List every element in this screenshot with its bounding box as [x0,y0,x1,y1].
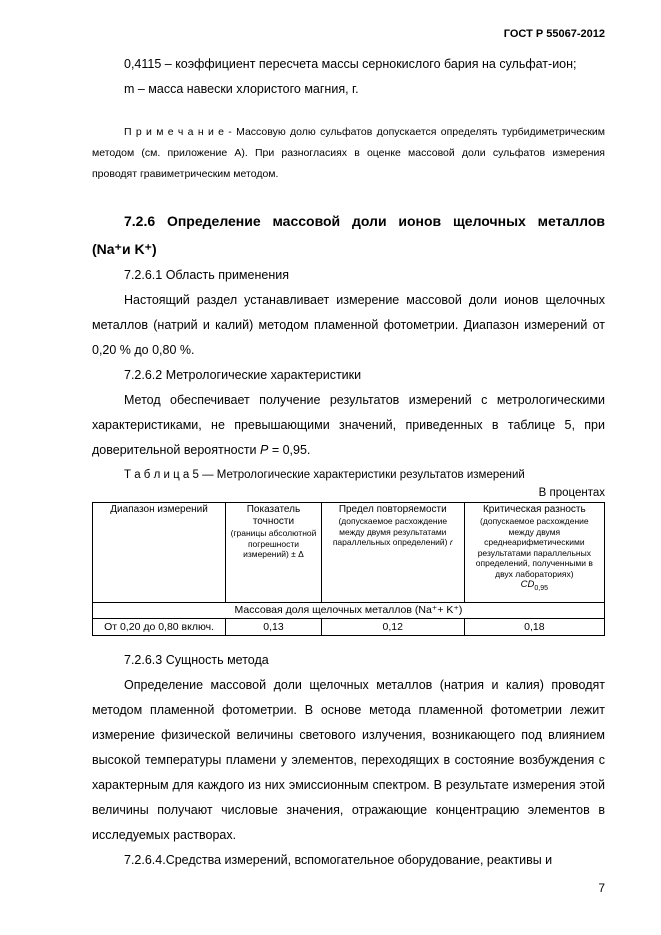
table-header-range [93,503,226,603]
table-units-note: В процентах [538,487,605,499]
cell-repeatability: 0,12 [321,619,464,636]
critical-difference-symbol [468,579,601,595]
section-heading-line2: (Na⁺и K⁺) [92,241,157,257]
paragraph-metrology [92,388,605,463]
table-header-repeatability-detail-text: (допускаемое расхождение между двумя результатами параллельных определений) [332,516,450,547]
cell-range: От 0,20 до 0,80 включ. [93,619,226,636]
paragraph-scope: Настоящий раздел устанавливает измерение массовой доли ионов щелочных металлов (натрий и калий) методом пламенной фотометрии. Диапазон измерений от 0,20 % до 0,80 %. [92,293,605,357]
definition-line-1: 0,4115 – коэффициент пересчета массы сернокислого бария на сульфат-ион; [124,57,577,71]
subsection-title-scope: 7.2.6.1 Область применения [124,268,289,282]
table-header-repeatability-detail [325,516,461,548]
metrology-table [92,502,605,636]
table-header-row [93,503,605,603]
table-header-repeatability-label: Предел повторяемости [338,504,447,515]
subsection-title-equipment: 7.2.6.4.Средства измерений, вспомогательное оборудование, реактивы и [124,853,553,867]
paragraph-metrology-text: Метод обеспечивает получение результатов измерений с метрологическими характеристиками, не превышающими значений, приведенных в таблице 5, при доверительной вероятности [92,393,605,457]
table-caption: Т а б л и ц а 5 — Метрологические характеристики результатов измерений [124,469,525,481]
table-header-repeatability [321,503,464,603]
table-header-accuracy-detail: (границы абсолютной погрешности измерений) ± Δ [230,528,317,559]
definition-line-2: m – масса навески хлористого магния, г. [124,82,359,96]
probability-symbol: P [260,443,269,457]
critical-difference-symbol-sub: 0,95 [534,584,549,592]
table-header-critical-difference [464,503,604,603]
table-span-row [93,603,605,619]
paragraph-essence: Определение массовой доли щелочных металлов (натрия и калия) проводят методом пламенной фотометрии. В основе метода пламенной фотометрии лежит измерение физической величины светового излучения, возникающего под влиянием высокой температуры пламени у элементов, переходящих в состояние возбуждения с характерным для каждого из них эмиссионным спектром. В результате измерения этой величины получают числовые значения, отражающие концентрацию элементов в исследуемых растворах. [92,678,605,842]
subsection-title-essence: 7.2.6.3 Сущность метода [124,653,269,667]
repeatability-symbol: r [449,537,453,547]
table-header-critical-detail: (допускаемое расхождение между двумя среднеарифметическими результатами параллельных определений, полученными в двух лабораториях) [475,516,593,579]
table-header-accuracy-label: Показатель точности [246,504,301,527]
section-heading [92,207,605,263]
document-code: ГОСТ Р 55067-2012 [503,28,605,40]
table-header-critical-label: Критическая разность [482,504,586,515]
page-number: 7 [598,881,605,895]
paragraph-metrology-value: = 0,95. [268,443,311,457]
table-span-cell: Массовая доля щелочных металлов (Na⁺+ K⁺) [93,603,605,619]
critical-difference-symbol-cd: CD [520,579,535,590]
cell-accuracy: 0,13 [226,619,322,636]
cell-critical-difference: 0,18 [464,619,604,636]
note-paragraph: П р и м е ч а н и е - Массовую долю сульфатов допускается определять турбидиметрическим методом (см. приложение А). При разногласиях в оценке массовой доли сульфатов измерения проводят гравиметрическим методом. [92,126,605,180]
table-data-row [93,619,605,636]
table-header-accuracy [226,503,322,603]
section-heading-line1: 7.2.6 Определение массовой доли ионов щелочных металлов [124,213,605,229]
table-header-range-label: Диапазон измерений [110,504,208,515]
subsection-title-metrology: 7.2.6.2 Метрологические характеристики [124,368,362,382]
